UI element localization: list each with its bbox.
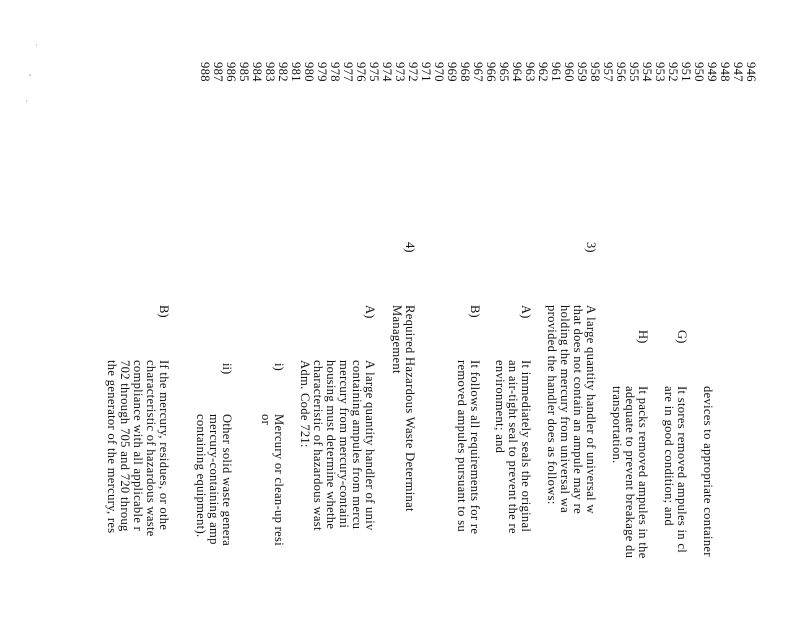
- line-number: 980: [302, 62, 316, 82]
- line-number: 976: [354, 62, 368, 82]
- text-line: Other solid waste genera: [220, 414, 234, 547]
- line-number: 947: [731, 62, 745, 82]
- text-line: transportation.: [610, 386, 624, 464]
- text-line: compliance with all applicable r: [131, 360, 145, 532]
- line-number: 946: [744, 62, 758, 82]
- outline-marker-G: G): [675, 330, 689, 344]
- line-number: 952: [666, 62, 680, 82]
- line-number: 956: [614, 62, 628, 82]
- text-line: removed ampules pursuant to su: [455, 360, 469, 532]
- line-number: 967: [471, 62, 485, 82]
- line-number: 960: [562, 62, 576, 82]
- outline-marker-4: 4): [403, 242, 417, 253]
- text-line: 702 through 705 and 720 throug: [118, 360, 132, 532]
- line-number: 955: [627, 62, 641, 82]
- line-number: 961: [549, 62, 563, 82]
- line-number: 969: [445, 62, 459, 82]
- line-number: 986: [224, 62, 238, 82]
- line-number: 988: [198, 62, 212, 82]
- outline-marker-3: 3): [584, 242, 598, 253]
- line-number: 983: [263, 62, 277, 82]
- line-number: 971: [419, 62, 433, 82]
- scan-speck: .: [34, 44, 44, 47]
- text-line: It stores removed ampules in cl: [675, 386, 689, 554]
- line-number: 970: [432, 62, 446, 82]
- line-number: 965: [497, 62, 511, 82]
- outline-marker-H: H): [636, 330, 650, 344]
- text-line: mercury from mercury-containi: [337, 360, 351, 529]
- line-number: 987: [211, 62, 225, 82]
- text-line: containing equipment).: [194, 414, 208, 538]
- text-line: A large quantity handler of univ: [363, 360, 377, 531]
- text-line: A large quantity handler of universal w: [584, 305, 598, 514]
- line-number: 966: [484, 62, 498, 82]
- line-number: 957: [601, 62, 615, 82]
- line-number: 954: [640, 62, 654, 82]
- line-number: 963: [523, 62, 537, 82]
- outline-marker-A: A): [519, 305, 533, 319]
- line-number: 985: [237, 62, 251, 82]
- text-line: provided the handler does as follows:: [545, 305, 559, 505]
- outline-marker-ii: ii): [220, 363, 234, 375]
- line-number: 984: [250, 62, 264, 82]
- line-number: 959: [575, 62, 589, 82]
- text-line: characteristic of hazardous waste: [144, 360, 158, 537]
- text-line: Adm. Code 721:: [298, 360, 312, 448]
- text-line: It packs removed ampules in the: [636, 386, 650, 559]
- line-number: 949: [705, 62, 719, 82]
- line-number: 974: [380, 62, 394, 82]
- line-number: 978: [328, 62, 342, 82]
- text-line: that does not contain an ampule may re: [571, 305, 585, 514]
- line-number: 951: [679, 62, 693, 82]
- line-number: 958: [588, 62, 602, 82]
- text-line: or: [259, 414, 273, 426]
- line-number: 979: [315, 62, 329, 82]
- text-line: housing must determine whethe: [324, 360, 338, 530]
- text-line: devices to appropriate container: [701, 386, 715, 557]
- line-number: 975: [367, 62, 381, 82]
- text-line: the generator of the mercury, res: [105, 360, 119, 534]
- line-number: 964: [510, 62, 524, 82]
- line-number: 973: [393, 62, 407, 82]
- outline-marker-B: B): [157, 305, 171, 318]
- outline-marker-A: A): [363, 305, 377, 319]
- text-line: adequate to prevent breakage du: [623, 386, 637, 559]
- line-number: 953: [653, 62, 667, 82]
- text-line: holding the mercury from universal wa: [558, 305, 572, 513]
- scan-speck: .: [24, 100, 34, 103]
- outline-marker-i: i): [272, 363, 286, 371]
- text-line: It follows all requirements for re: [468, 360, 482, 535]
- line-number: 977: [341, 62, 355, 82]
- text-line: an air-tight seal to prevent the re: [506, 360, 520, 534]
- text-line: containing ampules from mercu: [350, 360, 364, 530]
- text-line: Mercury or clean-up resi: [272, 414, 286, 547]
- text-line: environment; and: [493, 360, 507, 454]
- scan-speck: ,: [28, 74, 38, 77]
- text-line: Management: [390, 305, 404, 374]
- line-number: 972: [406, 62, 420, 82]
- line-number: 982: [276, 62, 290, 82]
- outline-marker-B: B): [468, 305, 482, 318]
- text-line: characteristic of hazardous wast: [311, 360, 325, 531]
- text-line: If the mercury, residues, or othe: [157, 360, 171, 531]
- text-line: mercury-containing amp: [207, 414, 221, 545]
- text-line: Required Hazardous Waste Determinat: [403, 305, 417, 512]
- line-number: 981: [289, 62, 303, 82]
- line-number: 948: [718, 62, 732, 82]
- line-number: 962: [536, 62, 550, 82]
- line-number: 950: [692, 62, 706, 82]
- text-line: are in good condition; and: [662, 386, 676, 527]
- text-line: It immediately seals the original: [519, 360, 533, 533]
- line-number: 968: [458, 62, 472, 82]
